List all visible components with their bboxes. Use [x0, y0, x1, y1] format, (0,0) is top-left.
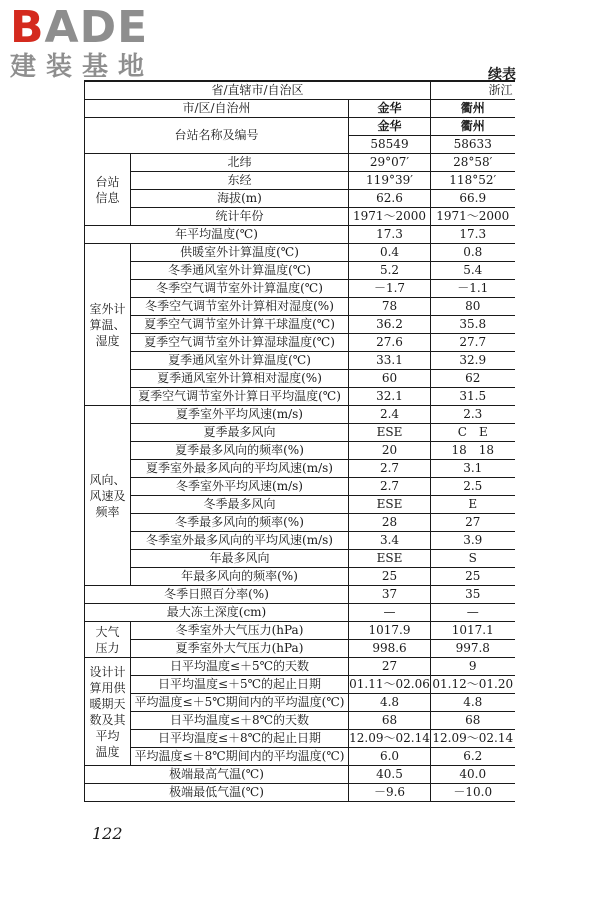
value-cell: 28°58′ [431, 154, 515, 172]
value-cell: S [431, 550, 515, 568]
table-row [85, 406, 515, 424]
table-row [85, 334, 515, 352]
value-cell: 25 [431, 568, 515, 586]
value-cell: 32.1 [349, 388, 431, 406]
value-cell: 6.2 [431, 748, 515, 766]
value-cell: 2.7 [349, 478, 431, 496]
table-row [85, 640, 515, 658]
value-cell: 1017.9 [349, 622, 431, 640]
row-label: 平均温度≤＋5℃期间内的平均温度(℃) [131, 694, 349, 712]
table-row [85, 388, 515, 406]
value-cell: 37 [349, 586, 431, 604]
table-row [85, 442, 515, 460]
row-label: 年平均温度(℃) [85, 226, 349, 244]
table-row [85, 478, 515, 496]
value-cell: ESE [349, 496, 431, 514]
value-cell: 997.8 [431, 640, 515, 658]
table-row [85, 424, 515, 442]
row-label: 冬季日照百分率(%) [85, 586, 349, 604]
table-row [85, 712, 515, 730]
row-label: 冬季最多风向的频率(%) [131, 514, 349, 532]
value-cell: 9 [431, 658, 515, 676]
row-label: 夏季室外最多风向的平均风速(m/s) [131, 460, 349, 478]
value-cell: 01.12～01.20 [431, 676, 515, 694]
value-cell: 3.9 [431, 532, 515, 550]
table-row [85, 784, 515, 802]
value-cell: 62 [431, 370, 515, 388]
province-label-cell: 省/直辖市/自治区 [85, 81, 431, 100]
value-cell: 27.6 [349, 334, 431, 352]
value-cell: 1017.1 [431, 622, 515, 640]
group-label: 风向、 风速及 频率 [85, 406, 131, 586]
value-cell: 5.2 [349, 262, 431, 280]
value-cell: E [431, 496, 515, 514]
station-label-cell: 台站名称及编号 [85, 118, 349, 154]
row-label: 日平均温度≤＋5℃的起止日期 [131, 676, 349, 694]
row-label: 夏季通风室外计算温度(℃) [131, 352, 349, 370]
page-number: 122 [92, 824, 123, 843]
table-row [85, 316, 515, 334]
table-row [85, 532, 515, 550]
city-cell: 金华 [349, 100, 431, 118]
table-row [85, 496, 515, 514]
value-cell: 27 [349, 658, 431, 676]
table-row [85, 658, 515, 676]
row-label: 统计年份 [131, 208, 349, 226]
station-name-cell: 金华 [349, 118, 431, 136]
table-row [85, 100, 515, 118]
table-row [85, 154, 515, 172]
station-code-cell: 58633 [431, 136, 515, 154]
row-label: 日平均温度≤＋8℃的天数 [131, 712, 349, 730]
value-cell: 36.2 [349, 316, 431, 334]
value-cell: 35.8 [431, 316, 515, 334]
value-cell: 12.09～02.14 [431, 730, 515, 748]
group-label: 室外计 算温、 湿度 [85, 244, 131, 406]
value-cell: 62.6 [349, 190, 431, 208]
value-cell: 2.4 [349, 406, 431, 424]
value-cell: 40.5 [349, 766, 431, 784]
table-row [85, 694, 515, 712]
value-cell: 2.7 [349, 460, 431, 478]
row-label: 最大冻土深度(cm) [85, 604, 349, 622]
value-cell: 3.1 [431, 460, 515, 478]
table-row [85, 352, 515, 370]
row-label: 冬季空气调节室外计算相对湿度(%) [131, 298, 349, 316]
logo-letters: ADE [44, 2, 149, 53]
row-label: 日平均温度≤＋5℃的天数 [131, 658, 349, 676]
table-row [85, 676, 515, 694]
row-label: 海拔(m) [131, 190, 349, 208]
value-cell: — [431, 604, 515, 622]
table-row [85, 244, 515, 262]
value-cell: 78 [349, 298, 431, 316]
value-cell: 68 [431, 712, 515, 730]
value-cell: 35 [431, 586, 515, 604]
row-label: 冬季室外最多风向的平均风速(m/s) [131, 532, 349, 550]
value-cell: 118°52′ [431, 172, 515, 190]
value-cell: 29°07′ [349, 154, 431, 172]
value-cell: 66.9 [431, 190, 515, 208]
table-row [85, 280, 515, 298]
row-label: 日平均温度≤＋8℃的起止日期 [131, 730, 349, 748]
row-label: 平均温度≤＋8℃期间内的平均温度(℃) [131, 748, 349, 766]
value-cell: 998.6 [349, 640, 431, 658]
station-name-cell: 衢州 [431, 118, 515, 136]
table-row [85, 586, 515, 604]
value-cell: 119°39′ [349, 172, 431, 190]
station-code-cell: 58549 [349, 136, 431, 154]
value-cell: 01.11～02.06 [349, 676, 431, 694]
value-cell: 20 [349, 442, 431, 460]
row-label: 东经 [131, 172, 349, 190]
value-cell: C E [431, 424, 515, 442]
logo-subtitle: 建装基地 [10, 52, 155, 82]
value-cell: 0.4 [349, 244, 431, 262]
value-cell: 17.3 [349, 226, 431, 244]
row-label: 夏季最多风向的频率(%) [131, 442, 349, 460]
row-label: 冬季空气调节室外计算温度(℃) [131, 280, 349, 298]
table-row [85, 298, 515, 316]
row-label: 年最多风向的频率(%) [131, 568, 349, 586]
row-label: 极端最高气温(℃) [85, 766, 349, 784]
value-cell: 1971～2000 [431, 208, 515, 226]
table-row [85, 81, 515, 100]
table-row [85, 514, 515, 532]
table-row [85, 460, 515, 478]
logo-letter-b: B [10, 2, 45, 53]
group-label: 台站 信息 [85, 154, 131, 226]
row-label: 夏季最多风向 [131, 424, 349, 442]
bade-logo [10, 2, 180, 82]
logo-wordmark [10, 2, 180, 53]
table-row [85, 262, 515, 280]
table-row [85, 604, 515, 622]
value-cell: 3.4 [349, 532, 431, 550]
table-row [85, 730, 515, 748]
table-row [85, 226, 515, 244]
row-label: 年最多风向 [131, 550, 349, 568]
value-cell: 0.8 [431, 244, 515, 262]
row-label: 冬季通风室外计算温度(℃) [131, 262, 349, 280]
province-cell: 浙江 [431, 81, 515, 100]
row-label: 夏季空气调节室外计算湿球温度(℃) [131, 334, 349, 352]
table-row [85, 370, 515, 388]
value-cell: — [349, 604, 431, 622]
table-row [85, 568, 515, 586]
row-label: 极端最低气温(℃) [85, 784, 349, 802]
value-cell: 4.8 [431, 694, 515, 712]
table-row [85, 622, 515, 640]
continued-label: 续表 [488, 67, 516, 83]
row-label: 夏季通风室外计算相对湿度(%) [131, 370, 349, 388]
value-cell: 17.3 [431, 226, 515, 244]
table-row [85, 118, 515, 136]
table-row [85, 172, 515, 190]
value-cell: 25 [349, 568, 431, 586]
value-cell: －10.0 [431, 784, 515, 802]
value-cell: －9.6 [349, 784, 431, 802]
value-cell: 32.9 [431, 352, 515, 370]
table-row [85, 748, 515, 766]
value-cell: －1.7 [349, 280, 431, 298]
row-label: 冬季室外平均风速(m/s) [131, 478, 349, 496]
group-label: 大气 压力 [85, 622, 131, 658]
value-cell: ESE [349, 424, 431, 442]
row-label: 冬季最多风向 [131, 496, 349, 514]
value-cell: 27 [431, 514, 515, 532]
row-label: 北纬 [131, 154, 349, 172]
value-cell: 40.0 [431, 766, 515, 784]
value-cell: 18 18 [431, 442, 515, 460]
value-cell: 68 [349, 712, 431, 730]
row-label: 夏季室外大气压力(hPa) [131, 640, 349, 658]
city-cell: 衢州 [431, 100, 515, 118]
value-cell: ESE [349, 550, 431, 568]
value-cell: 28 [349, 514, 431, 532]
group-label: 设计计 算用供 暖期天 数及其 平均 温度 [85, 658, 131, 766]
row-label: 夏季室外平均风速(m/s) [131, 406, 349, 424]
value-cell: －1.1 [431, 280, 515, 298]
value-cell: 31.5 [431, 388, 515, 406]
value-cell: 27.7 [431, 334, 515, 352]
value-cell: 6.0 [349, 748, 431, 766]
value-cell: 5.4 [431, 262, 515, 280]
table-row [85, 208, 515, 226]
value-cell: 33.1 [349, 352, 431, 370]
table-row [85, 190, 515, 208]
value-cell: 1971～2000 [349, 208, 431, 226]
table-row [85, 550, 515, 568]
city-label-cell: 市/区/自治州 [85, 100, 349, 118]
value-cell: 2.3 [431, 406, 515, 424]
table-row [85, 766, 515, 784]
value-cell: 4.8 [349, 694, 431, 712]
value-cell: 2.5 [431, 478, 515, 496]
value-cell: 60 [349, 370, 431, 388]
row-label: 冬季室外大气压力(hPa) [131, 622, 349, 640]
row-label: 夏季空气调节室外计算干球温度(℃) [131, 316, 349, 334]
value-cell: 12.09～02.14 [349, 730, 431, 748]
value-cell: 80 [431, 298, 515, 316]
climate-table [84, 80, 515, 802]
row-label: 供暖室外计算温度(℃) [131, 244, 349, 262]
row-label: 夏季空气调节室外计算日平均温度(℃) [131, 388, 349, 406]
